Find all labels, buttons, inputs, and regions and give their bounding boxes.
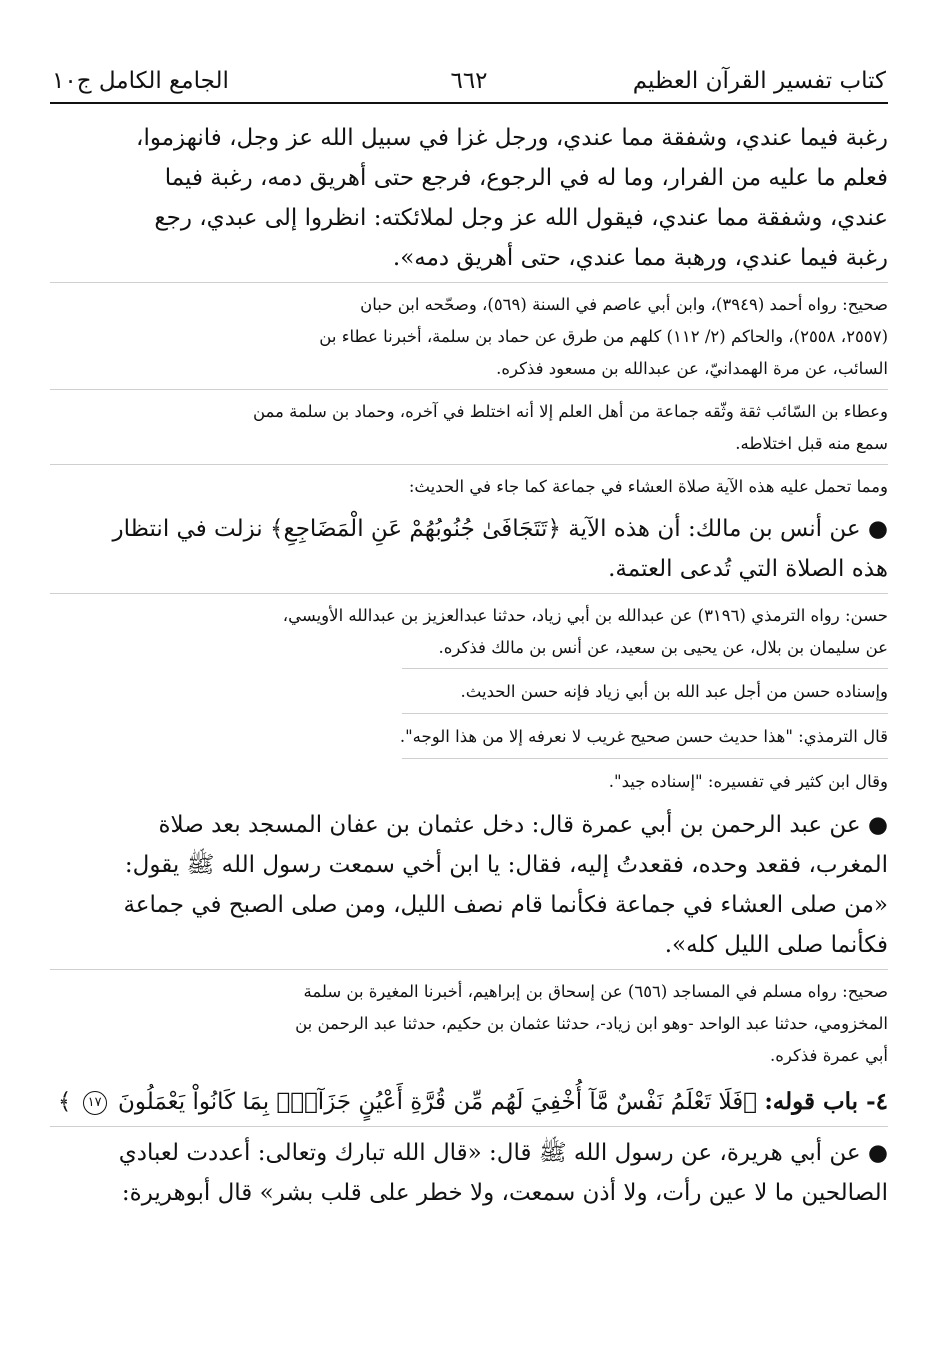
text-line: عندي، وشفقة مما عندي، فيقول الله عز وجل لملائكته: انظروا إلى عبدي، رجع — [154, 205, 888, 231]
hadith-anas — [50, 509, 888, 589]
divider — [50, 593, 888, 594]
takhrij-line: عن سليمان بن بلال، عن يحيى بن سعيد، عن أنس بن مالك فذكره. — [438, 638, 888, 657]
text-line: هذه الصلاة التي تُدعى العتمة. — [608, 556, 888, 582]
chapter-ayah-close: ﴾ — [57, 1089, 72, 1115]
page-body — [50, 118, 888, 1213]
divider — [402, 713, 888, 714]
text-line: «من صلى العشاء في جماعة فكأنما قام نصف الليل، ومن صلى الصبح في جماعة — [123, 892, 888, 918]
text-line: رغبة فيما عندي، وشفقة مما عندي، ورجل غزا في سبيل الله عز وجل، فانهزموا، — [136, 125, 888, 151]
note-line: وإسناده حسن من أجل عبد الله بن أبي زياد فإنه حسن الحديث. — [460, 682, 888, 701]
takhrij-2 — [50, 600, 888, 664]
takhrij-line: صحيح: رواه مسلم في المساجد (٦٥٦) عن إسحاق بن إبراهيم، أخبرنا المغيرة بن سلمة — [303, 982, 888, 1001]
takhrij-line: السائب، عن مرة الهمدانيّ، عن عبدالله بن مسعود فذكره. — [496, 359, 888, 378]
divider — [402, 668, 888, 669]
text-line: المغرب، فقعد وحده، فقعدتُ إليه، فقال: يا ابن أخي سمعت رسول الله ﷺ يقول: — [124, 852, 888, 878]
note-line: وقال ابن كثير في تفسيره: "إسناده جيد". — [608, 772, 888, 791]
takhrij-1 — [50, 289, 888, 385]
hadith-abu-hurayra — [50, 1133, 888, 1213]
text-line: فعلم ما عليه من الفرار، وما له في الرجوع، فرجع حتى أهريق دمه، رغبة فيما — [164, 165, 888, 191]
text-line: ● عن عبد الرحمن بن أبي عمرة قال: دخل عثمان بن عفان المسجد بعد صلاة — [158, 812, 888, 838]
hadith-uthman — [50, 805, 888, 965]
text-line: رغبة فيما عندي، ورهبة مما عندي، حتى أهريق دمه». — [392, 245, 888, 271]
note-line: قال الترمذي: "هذا حديث حسن صحيح غريب لا نعرفه إلا من هذا الوجه". — [399, 727, 888, 746]
takhrij-line: المخزومي، حدثنا عبد الواحد -وهو ابن زياد-، حدثنا عثمان بن حكيم، حدثنا عبد الرحمن بن — [295, 1014, 888, 1033]
note-line: سمع منه قبل اختلاطه. — [735, 434, 888, 453]
takhrij-3 — [50, 976, 888, 1072]
takhrij-line: صحيح: رواه أحمد (٣٩٤٩)، وابن أبي عاصم في السنة (٥٦٩)، وصحّحه ابن حبان — [360, 295, 888, 314]
intro-line: ومما تحمل عليه هذه الآية صلاة العشاء في جماعة كما جاء في الحديث: — [408, 477, 888, 496]
chapter-heading — [50, 1082, 888, 1122]
divider — [50, 969, 888, 970]
takhrij-line: أبي عمرة فذكره. — [770, 1046, 888, 1065]
page-header — [50, 52, 888, 104]
divider — [50, 464, 888, 465]
text-line: ● عن أبي هريرة، عن رسول الله ﷺ قال: «قال الله تبارك وتعالى: أعددت لعبادي — [118, 1140, 888, 1166]
divider — [50, 282, 888, 283]
text-line: ● عن أنس بن مالك: أن هذه الآية ﴿تَتَجَافَىٰ جُنُوبُهُمْ عَنِ الْمَضَاجِعِ﴾ نزلت في انتظار — [112, 516, 888, 542]
text-line: فكأنما صلى الليل كله». — [664, 932, 888, 958]
divider — [50, 1126, 888, 1127]
page-number: ٦٦٢ — [450, 68, 488, 94]
text-line: الصالحين ما لا عين رأت، ولا أذن سمعت، ولا خطر على قلب بشر» قال أبوهريرة: — [121, 1180, 888, 1206]
takhrij-line: (٢٥٥٧، ٢٥٥٨)، والحاكم (٢/ ١١٢) كلهم من طرق عن حماد بن سلمة، أخبرنا عطاء بن — [319, 327, 888, 346]
note-1 — [50, 396, 888, 460]
divider — [402, 758, 888, 759]
hadith-continuation — [50, 118, 888, 278]
takhrij-line: حسن: رواه الترمذي (٣١٩٦) عن عبدالله بن أبي زياد، حدثنا عبدالعزيز بن عبدالله الأويسي، — [282, 606, 888, 625]
divider — [50, 389, 888, 390]
chapter-label: ٤- باب قوله: — [764, 1088, 888, 1115]
volume-label: الجامع الكامل ج١٠ — [52, 68, 229, 94]
ayah-number-marker: ١٧ — [83, 1091, 107, 1115]
note-line: وعطاء بن السّائب ثقة وثّقه جماعة من أهل العلم إلا أنه اختلط في آخره، وحماد بن سلمة ممن — [252, 402, 888, 421]
chapter-ayah: ﴿فَلَا تَعْلَمُ نَفْسٌ مَّآ أُخْفِيَ لَهُم مِّن قُرَّةِ أَعْيُنٍ جَزَآءًۢ بِمَا كَانُواْ يَعْمَلُونَ — [117, 1089, 757, 1115]
book-title: كتاب تفسير القرآن العظيم — [632, 68, 886, 94]
